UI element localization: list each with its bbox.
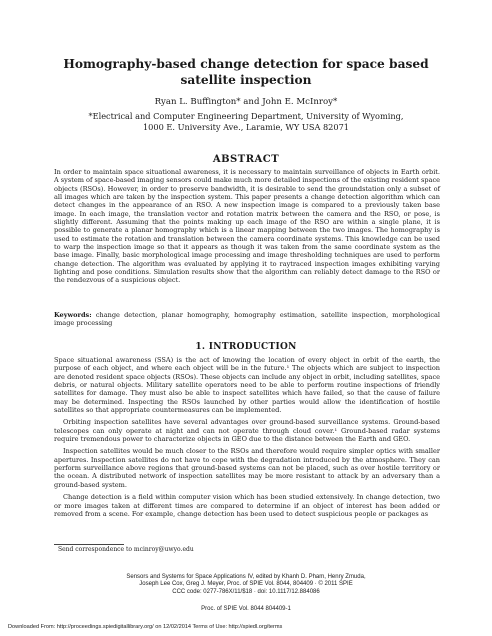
intro-paragraph: Orbiting inspection satellites have several advantages over ground-based surveillance systems. Ground-based telescopes can only operate at night and can not operate through cloud cover.¹ Ground-based radar systems require tremendous power to characterize objects in GEO due to the distance between the Earth and GEO.	[54, 418, 440, 444]
authors: Ryan L. Buffington* and John E. McInroy*	[154, 97, 338, 107]
intro-paragraph: Space situational awareness (SSA) is the act of knowing the location of every object in orbit of the earth, the purpose of each object, and where each object will be in the future.¹ The objects which are subject to inspection are denoted resident space objects (RSOs). These objects can include any object in orbit, including satellites, space debris, or natural objects. Military satellite operators need to be able to perform routine inspections of friendly satellites for damage. They must also be able to inspect satellites which have failed, so that the cause of failure may be determined. Inspecting the RSOs launched by other parties would allow the identification of hostile satellites so that appropriate countermeasures can be implemented.	[54, 356, 440, 415]
pubinfo-line: Sensors and Systems for Space Applications IV, edited by Khanh D. Pham, Henry Zmuda,	[126, 574, 366, 580]
pubinfo-line: Joseph Lee Cox, Greg J. Meyer, Proc. of SPIE Vol. 8044, 804409 · © 2011 SPIE	[139, 581, 353, 588]
keywords	[54, 311, 440, 328]
introduction-body	[54, 356, 440, 522]
pubinfo-line: CCC code: 0277-786X/11/$18 · doi: 10.1117/12.884086	[172, 588, 320, 595]
publication-info	[40, 574, 452, 596]
affiliation-line-2: 1000 E. University Ave., Laramie, WY USA 82071	[142, 122, 350, 132]
download-notice: Downloaded From: http://proceedings.spiedigitallibrary.org/ on 12/02/2014 Terms of Use: http://spiedl.org/terms	[8, 624, 283, 630]
affiliation	[40, 111, 452, 133]
intro-paragraph: Inspection satellites would be much closer to the RSOs and therefore would require simpler optics with smaller apertures. Inspection satellites do not have to cope with the degradation introduced by the atmosphere. They can perform surveillance above regions that ground-based systems can not be placed, such as over hostile territory or the ocean. A distributed network of inspection satellites may be more resistant to attack by an adversary than a ground-based system.	[54, 447, 440, 489]
section-heading-introduction: 1. INTRODUCTION	[195, 342, 297, 352]
footnote: Send correspondence to mcinroy@uwyo.edu	[58, 546, 194, 553]
affiliation-line-1: *Electrical and Computer Engineering Department, University of Wyoming,	[88, 111, 404, 121]
keywords-label: Keywords:	[54, 311, 92, 319]
paper-title: Homography-based change detection for space based satellite inspection	[63, 57, 429, 87]
page-number: Proc. of SPIE Vol. 8044 804409-1	[201, 606, 291, 612]
abstract-body: In order to maintain space situational awareness, it is necessary to maintain surveillance of objects in Earth orbit. A system of space-based imaging sensors could make much more detailed inspections of the existing resident space objects (RSOs). However, in order to preserve bandwidth, it is desirable to send the groundstation only a subset of all images which are taken by the inspection system. This paper presents a change detection algorithm which can detect changes in the appearance of an RSO. A new inspection image is compared to a previously taken base image. In each image, the translation vector and rotation matrix between the camera and the RSO, or pose, is slightly different. Assuming that the points making up each image of the RSO are within a single plane, it is possible to generate a planar homography which is a linear mapping between the two images. The homography is used to estimate the rotation and translation between the camera coordinate systems. This knowledge can be used to warp the inspection image so that it appears as though it was taken from the same coordinate system as the base image. Finally, basic morphological image processing and image thresholding techniques are used to perform change detection. The algorithm was evaluated by applying it to raytraced inspection images exhibiting varying lighting and pose conditions. Simulation results show that the algorithm can reliably detect damage to the RSO or the rendezvous of a suspicious object.	[54, 168, 441, 285]
keywords-text: change detection, planar homography, homography estimation, satellite inspection, morphological image processing	[54, 311, 440, 328]
intro-paragraph: Change detection is a field within computer vision which has been studied extensively. In change detection, two or more images taken at different times are compared to determine if an object of interest has been added or removed from a scene. For example, change detection has been used to detect suspicious people or packages as	[54, 493, 440, 518]
footnote-rule	[54, 544, 124, 545]
abstract-heading: ABSTRACT	[212, 154, 280, 165]
